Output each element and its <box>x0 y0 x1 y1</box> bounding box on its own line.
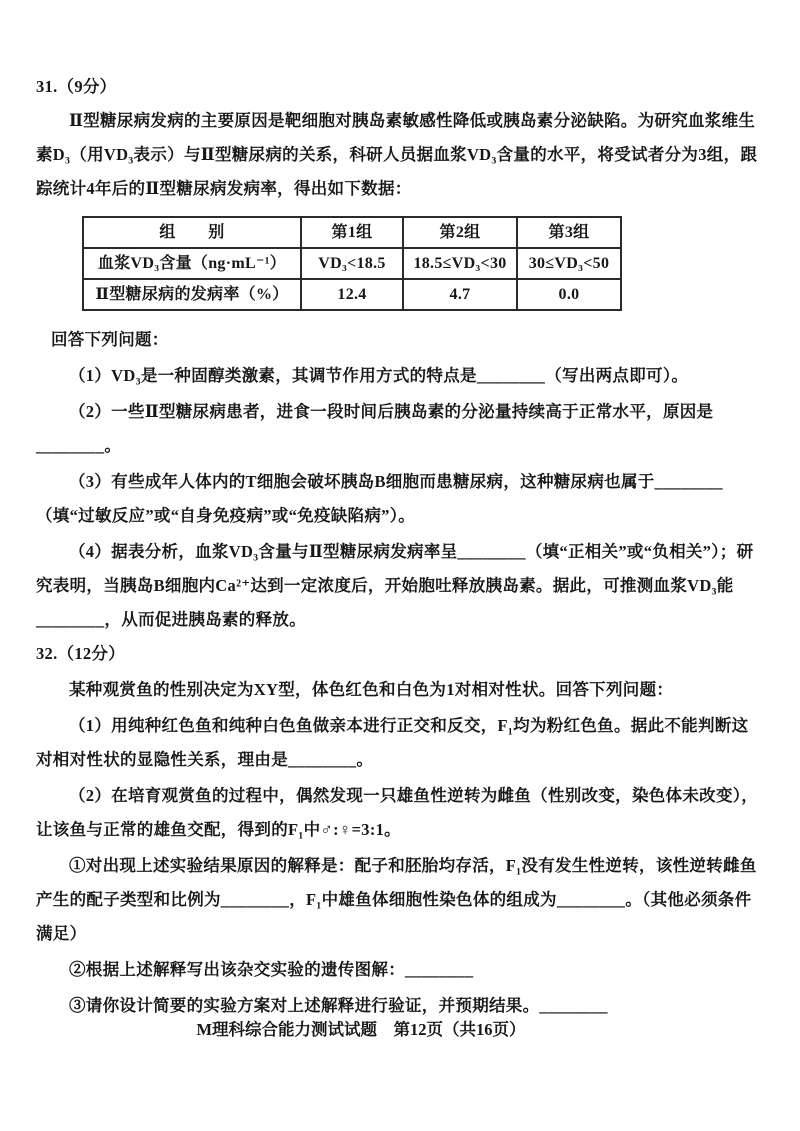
q32-item-2: （2）在培育观赏鱼的过程中，偶然发现一只雄鱼性逆转为雌鱼（性别改变，染色体未改变），让该鱼与正常的雄鱼交配，得到的F₁中♂:♀=3:1。 <box>36 786 759 839</box>
page-footer: M理科综合能力测试试题 第12页（共16页） <box>196 1020 526 1039</box>
table-header-cell: 第3组 <box>517 217 621 248</box>
table-header-cell: 第2组 <box>403 217 517 248</box>
table-row <box>83 248 621 279</box>
table-header-cell: 组 别 <box>83 217 301 248</box>
question-31-intro: Ⅱ型糖尿病发病的主要原因是靶细胞对胰岛素敏感性降低或胰岛素分泌缺陷。为研究血浆维生素D₃（用VD₃表示）与Ⅱ型糖尿病的关系，科研人员据血浆VD₃含量的水平，将受试者分为3组，跟踪统计4年后的Ⅱ型糖尿病发病率，得出如下数据： <box>36 111 758 198</box>
table-cell: 30≤VD₃<50 <box>517 248 621 279</box>
table-cell: 4.7 <box>403 279 517 310</box>
q32-subitem-1: ①对出现上述实验结果原因的解释是：配子和胚胎均存活，F₁没有发生性逆转，该性逆转雌鱼产生的配子类型和比例为________，F₁中雄鱼体细胞性染色体的组成为________。（其他必须条件满足） <box>36 856 757 943</box>
q32-subitem-2: ②根据上述解释写出该杂交实验的遗传图解：________ <box>69 960 474 979</box>
table-header-cell: 第1组 <box>301 217 403 248</box>
q31-item-2: （2）一些Ⅱ型糖尿病患者，进食一段时间后胰岛素的分泌量持续高于正常水平，原因是________。 <box>36 402 714 455</box>
table-row <box>83 279 621 310</box>
q31-item-4: （4）据表分析，血浆VD₃含量与Ⅱ型糖尿病发病率呈________（填“正相关”或“负相关”）；研究表明，当胰岛B细胞内Ca²⁺达到一定浓度后，开始胞吐释放胰岛素。据此，可推测血浆VD₃能________，从而促进胰岛素的释放。 <box>36 542 754 629</box>
question-32-intro: 某种观赏鱼的性别决定为XY型，体色红色和白色为1对相对性状。回答下列问题： <box>69 680 674 699</box>
question-32-heading: 32.（12分） <box>36 644 126 663</box>
q32-item-1: （1）用纯种红色鱼和纯种白色鱼做亲本进行正交和反交，F₁均为粉红色鱼。据此不能判断这对相对性状的显隐性关系，理由是________。 <box>36 716 749 769</box>
question-31 <box>36 70 762 637</box>
table-row-label: 血浆VD₃含量（ng·mL⁻¹） <box>83 248 301 279</box>
table-cell: 12.4 <box>301 279 403 310</box>
table-cell: 0.0 <box>517 279 621 310</box>
q31-answer-prompt: 回答下列问题： <box>51 330 169 349</box>
q31-item-1: （1）VD₃是一种固醇类激素，其调节作用方式的特点是________（写出两点即可）。 <box>69 366 689 385</box>
table-header-row <box>83 217 621 248</box>
table-cell: 18.5≤VD₃<30 <box>403 248 517 279</box>
q31-item-3: （3）有些成年人体内的T细胞会破坏胰岛B细胞而患糖尿病，这种糖尿病也属于________（填“过敏反应”或“自身免疫病”或“免疫缺陷病”）。 <box>36 472 723 525</box>
question-32 <box>36 637 762 1023</box>
q32-subitem-3: ③请你设计简要的实验方案对上述解释进行验证，并预期结果。________ <box>69 996 608 1015</box>
q31-data-table <box>82 216 622 311</box>
question-31-heading: 31.（9分） <box>36 77 117 96</box>
table-row-label: Ⅱ型糖尿病的发病率（%） <box>83 279 301 310</box>
table-cell: VD₃<18.5 <box>301 248 403 279</box>
